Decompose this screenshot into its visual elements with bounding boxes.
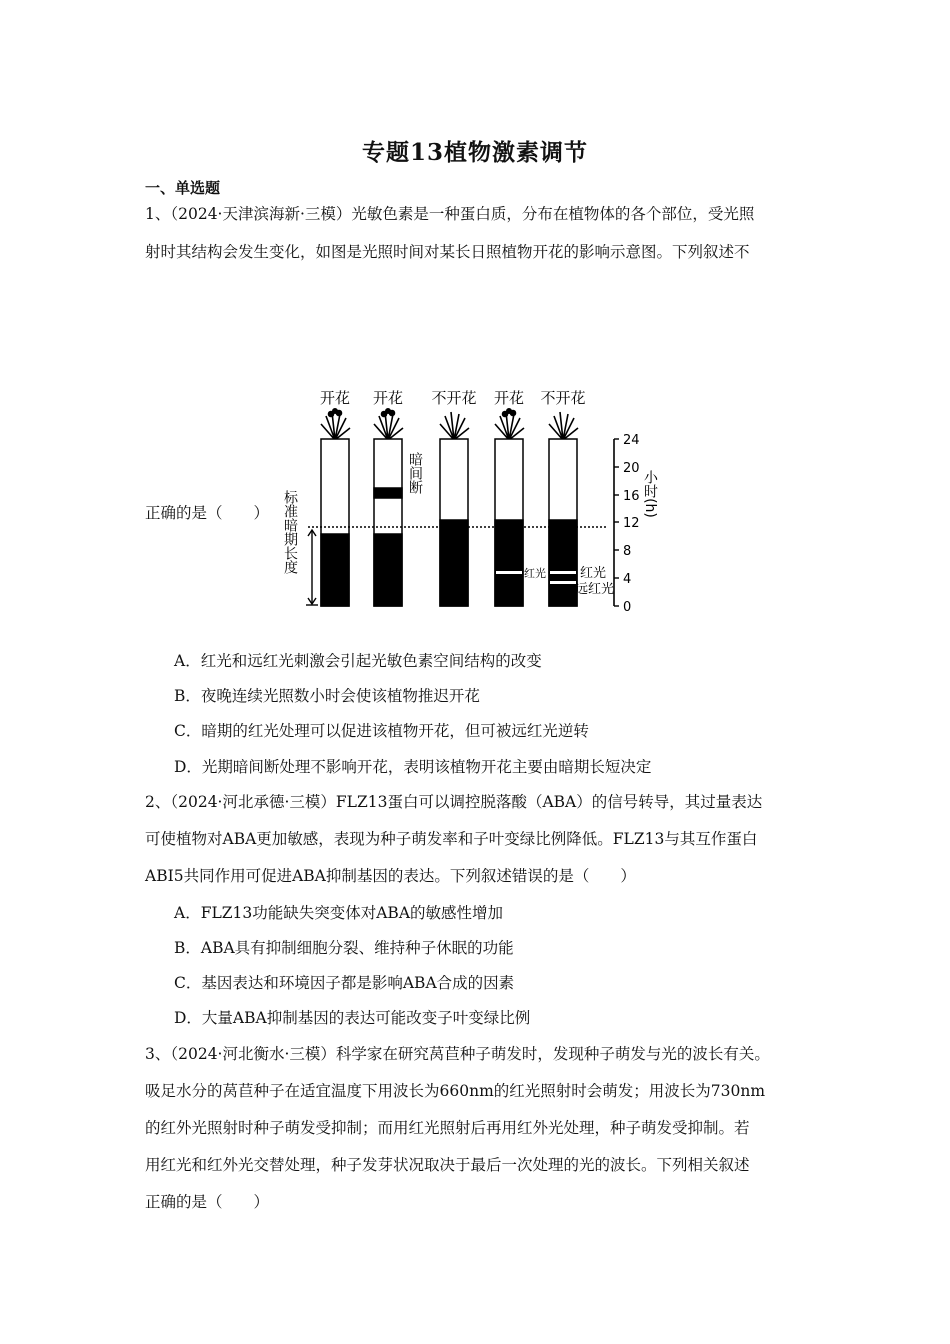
axis-tick-4: 4 <box>623 572 632 587</box>
q1-option-c[interactable]: C．暗期的红光处理可以促进该植物开花，但可被远红光逆转 <box>174 722 589 740</box>
q2-text-line-1: 2、（2024·河北承德·三模）FLZ13蛋白可以调控脱落酸（ABA）的信号转导，其过量表达 <box>145 793 763 811</box>
axis-tick-24: 24 <box>623 433 640 448</box>
page-title: 专题13植物激素调节 <box>361 139 588 166</box>
axis-tick-20: 20 <box>623 461 640 476</box>
q2-option-d[interactable]: D．大量ABA抑制基因的表达可能改变子叶变绿比例 <box>174 1009 531 1027</box>
q1-text-line-1: 1、（2024·天津滨海新·三模）光敏色素是一种蛋白质，分布在植物体的各个部位，受光照 <box>145 205 755 223</box>
q1-text-line-3: 正确的是（ ） <box>145 504 270 522</box>
col-label-2: 开花 <box>372 389 404 407</box>
plant-icon <box>321 409 578 440</box>
axis-tick-0: 0 <box>623 600 632 615</box>
q3-text-line-5: 正确的是（ ） <box>145 1193 270 1211</box>
q1-option-d[interactable]: D．光期暗间断处理不影响开花，表明该植物开花主要由暗期长短决定 <box>174 758 652 776</box>
far-red-light-label: 远红光 <box>575 582 615 597</box>
red-light-label: 红光 <box>524 567 546 580</box>
q2-text-line-2: 可使植物对ABA更加敏感，表现为种子萌发率和子叶变绿比例降低。FLZ13与其互作蛋白 <box>145 830 758 848</box>
q2-option-b[interactable]: B．ABA具有抑制细胞分裂、维持种子休眠的功能 <box>174 939 514 957</box>
q3-text-line-3: 的红外光照射时种子萌发受抑制；而用红光照射后再用红外光处理，种子萌发受抑制。若 <box>145 1119 750 1137</box>
axis-tick-8: 8 <box>623 544 632 559</box>
axis-tick-16: 16 <box>623 489 640 504</box>
q2-text-line-3: ABI5共同作用可促进ABA抑制基因的表达。下列叙述错误的是（ ） <box>145 867 636 885</box>
axis-tick-12: 12 <box>623 516 640 531</box>
red-light-label-2: 红光 <box>580 566 607 581</box>
q2-option-c[interactable]: C．基因表达和环境因子都是影响ABA合成的因素 <box>174 974 515 992</box>
standard-dark-period-label: 标准暗期长度 <box>282 490 298 574</box>
q3-text-line-1: 3、（2024·河北衡水·三模）科学家在研究莴苣种子萌发时，发现种子萌发与光的波长有关。 <box>145 1045 770 1063</box>
section-heading: 一、单选题 <box>145 179 221 197</box>
col-label-1: 开花 <box>319 389 351 407</box>
dark-break-label: 暗间断 <box>407 452 423 494</box>
q3-text-line-2: 吸足水分的莴苣种子在适宜温度下用波长为660nm的红光照射时会萌发；用波长为730nm <box>145 1082 766 1100</box>
q1-text-line-2: 射时其结构会发生变化，如图是光照时间对某长日照植物开花的影响示意图。下列叙述不 <box>145 243 750 261</box>
col-label-3: 不开花 <box>431 389 477 407</box>
q3-text-line-4: 用红光和红外光交替处理，种子发芽状况取决于最后一次处理的光的波长。下列相关叙述 <box>145 1156 750 1174</box>
q2-option-a[interactable]: A．FLZ13功能缺失突变体对ABA的敏感性增加 <box>174 904 504 922</box>
photoperiod-figure <box>278 384 658 616</box>
q1-option-a[interactable]: A．红光和远红光刺激会引起光敏色素空间结构的改变 <box>174 652 542 670</box>
axis-unit-label: 小时(h) <box>642 470 658 518</box>
col-label-5: 不开花 <box>540 389 586 407</box>
col-label-4: 开花 <box>493 389 525 407</box>
q1-option-b[interactable]: B．夜晚连续光照数小时会使该植物推迟开花 <box>174 687 480 705</box>
